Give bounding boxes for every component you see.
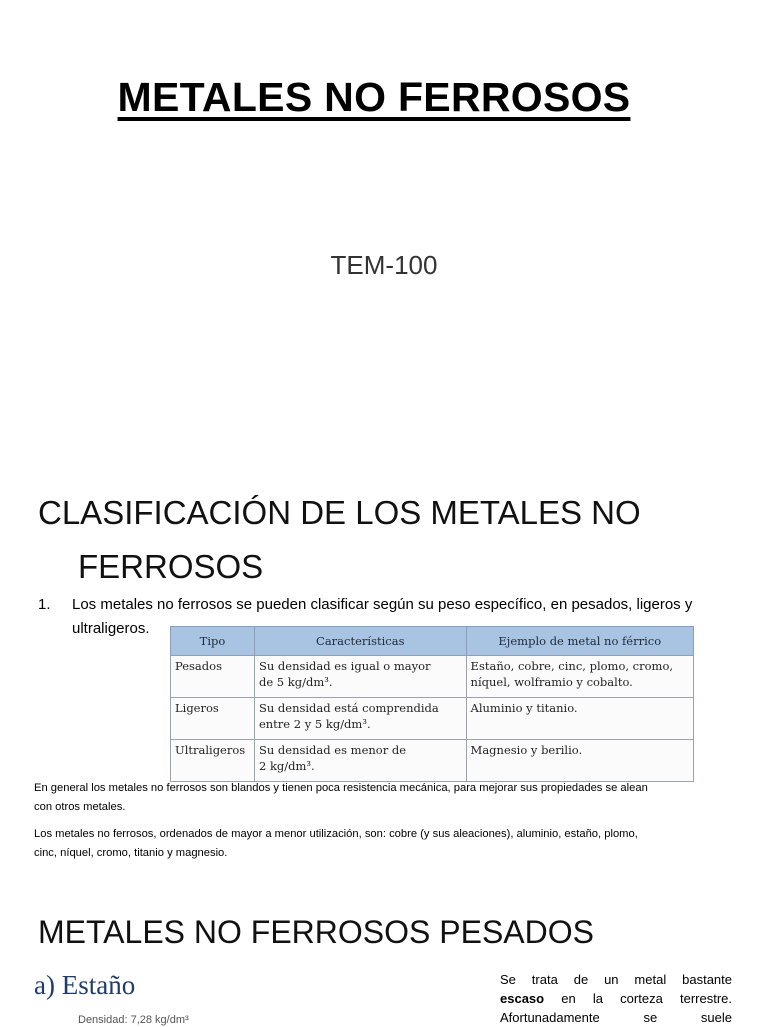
document-title: METALES NO FERROSOS	[117, 74, 631, 120]
item-number: 1.	[38, 596, 51, 613]
header-caracteristicas: Características	[254, 627, 466, 656]
cell-caracteristicas	[254, 698, 466, 740]
paragraph-line: Los metales no ferrosos, ordenados de mayor a menor utilización, son: cobre (y sus aleaciones), aluminio, estaño, plomo,	[34, 828, 638, 840]
classification-heading	[38, 486, 738, 594]
paragraph-line: En general los metales no ferrosos son blandos y tienen poca resistencia mecánica, para mejorar sus propiedades se alean	[34, 782, 648, 794]
cell-caracteristicas	[254, 740, 466, 782]
heavy-metals-heading: METALES NO FERROSOS PESADOS	[38, 914, 594, 950]
clipped-bullet-text: Densidad: 7,28 kg/dm³	[78, 1014, 189, 1026]
header-ejemplo: Ejemplo de metal no férrico	[466, 627, 693, 656]
table-row	[171, 740, 694, 782]
classification-table	[170, 626, 694, 782]
cell-tipo: Pesados	[171, 656, 255, 698]
table-header-row	[171, 627, 694, 656]
description-bold: escaso	[500, 991, 545, 1006]
paragraph-line: cinc, níquel, cromo, titanio y magnesio.	[34, 847, 228, 859]
item-text-line2: ultraligeros.	[72, 620, 150, 637]
cell-line: Su densidad es menor de	[258, 743, 407, 757]
cell-line: Su densidad está comprendida	[258, 701, 439, 715]
classification-heading-line1: CLASIFICACIÓN DE LOS METALES NO	[38, 494, 641, 531]
cell-line: Aluminio y titanio.	[470, 701, 578, 715]
cell-caracteristicas	[254, 656, 466, 698]
cell-line: Estaño, cobre, cinc, plomo, cromo,	[470, 659, 674, 673]
cell-ejemplo	[466, 698, 693, 740]
item-text-line1: Los metales no ferrosos se pueden clasificar según su peso específico, en pesados, ligeros y	[72, 596, 693, 613]
subsection-estano: a) Estaño	[34, 970, 136, 1000]
course-code: TEM-100	[330, 250, 438, 280]
cell-line: 2 kg/dm³.	[258, 759, 315, 773]
classification-heading-line2: FERROSOS	[78, 548, 264, 585]
description-rest: en la corteza terrestre.	[544, 991, 732, 1006]
cell-line: entre 2 y 5 kg/dm³.	[258, 717, 371, 731]
description-line	[500, 989, 732, 1008]
paragraph-properties	[34, 779, 724, 817]
cell-line: Su densidad es igual o mayor	[258, 659, 431, 673]
cell-line: níquel, wolframio y cobalto.	[470, 675, 633, 689]
cell-line: de 5 kg/dm³.	[258, 675, 333, 689]
description-line: Afortunadamente se suele	[500, 1010, 732, 1025]
cell-line: Magnesio y berilio.	[470, 743, 583, 757]
estano-description	[500, 970, 732, 1027]
paragraph-line: con otros metales.	[34, 801, 126, 813]
header-tipo: Tipo	[171, 627, 255, 656]
table-row	[171, 698, 694, 740]
cell-tipo: Ligeros	[171, 698, 255, 740]
paragraph-usage	[34, 825, 724, 863]
table-row	[171, 656, 694, 698]
cell-ejemplo	[466, 740, 693, 782]
cell-tipo: Ultraligeros	[171, 740, 255, 782]
description-line: Se trata de un metal bastante	[500, 972, 732, 987]
cell-ejemplo	[466, 656, 693, 698]
